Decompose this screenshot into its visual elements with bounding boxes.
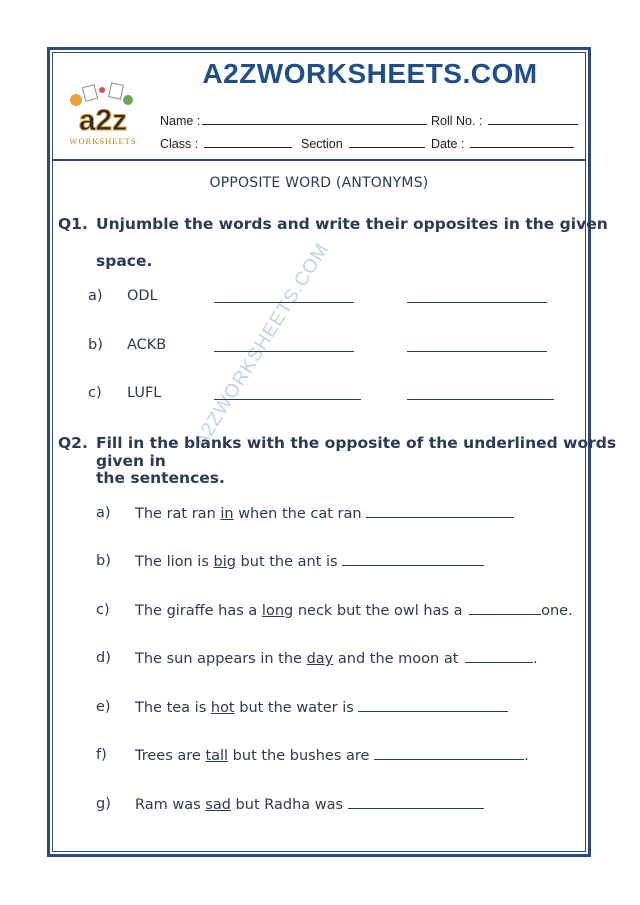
section-line[interactable] <box>349 136 425 148</box>
worksheet-title: OPPOSITE WORD (ANTONYMS) <box>209 175 429 191</box>
q2-sentence: The rat ran in when the cat ran <box>135 505 514 522</box>
q2-sentence: The sun appears in the day and the moon at . <box>135 651 538 667</box>
header-divider <box>52 159 586 161</box>
q2-item-label: d) <box>96 650 111 666</box>
q2-item-label: f) <box>96 747 107 763</box>
q2-sentence: Ram was sad but Radha was <box>135 796 484 813</box>
site-title: A2ZWORKSHEETS.COM <box>202 58 538 89</box>
q1-instruction-line2: space. <box>96 252 153 270</box>
underlined-word: sad <box>205 797 231 813</box>
answer-blank[interactable] <box>366 505 514 518</box>
q1-item-label: b) <box>88 337 103 353</box>
q2-instruction-line1: Fill in the blanks with the opposite of the underlined words given in <box>96 434 617 470</box>
answer-blank[interactable] <box>465 650 533 663</box>
svg-text:WORKSHEETS: WORKSHEETS <box>69 136 137 146</box>
underlined-word: hot <box>210 700 235 716</box>
underlined-word: long <box>261 603 294 619</box>
a2z-logo <box>62 78 144 148</box>
svg-text:a2z: a2z <box>78 104 128 137</box>
class-line[interactable] <box>204 136 292 148</box>
q2-sentence: The giraffe has a long neck but the owl has a one. <box>135 603 573 619</box>
section-label: Section <box>301 137 343 151</box>
q1-item-word: ACKB <box>127 337 167 353</box>
q1-answer-blank[interactable] <box>407 399 554 400</box>
q1-answer-blank[interactable] <box>214 351 354 352</box>
date-label: Date : <box>431 137 465 151</box>
q1-answer-blank[interactable] <box>214 302 354 303</box>
q1-item-word: LUFL <box>127 385 162 401</box>
answer-blank[interactable] <box>374 747 524 760</box>
q1-item-label: a) <box>88 288 103 304</box>
name-field[interactable] <box>160 113 427 128</box>
q1-answer-blank[interactable] <box>214 399 361 400</box>
q1-item-word: ODL <box>127 288 158 304</box>
q1-instruction-line1: Unjumble the words and write their opposites in the given <box>96 215 608 233</box>
q2-item-label: e) <box>96 699 111 715</box>
q1-number: Q1. <box>58 215 88 233</box>
q1-item-label: c) <box>88 385 102 401</box>
name-line[interactable] <box>202 113 427 125</box>
name-label: Name : <box>160 114 201 128</box>
roll-no-field[interactable] <box>431 113 578 128</box>
class-field[interactable] <box>160 136 292 151</box>
answer-blank[interactable] <box>342 553 484 566</box>
q1-answer-blank[interactable] <box>407 302 547 303</box>
answer-blank[interactable] <box>348 796 484 809</box>
watermark: A2ZWORKSHEETS.COM <box>190 239 334 452</box>
underlined-word: big <box>213 554 236 570</box>
section-field[interactable] <box>301 136 425 151</box>
q2-number: Q2. <box>58 434 88 452</box>
roll-no-line[interactable] <box>488 113 578 125</box>
roll-no-label: Roll No. : <box>431 114 483 128</box>
q2-sentence: The tea is hot but the water is <box>135 699 508 716</box>
answer-blank[interactable] <box>469 602 541 615</box>
q2-item-label: g) <box>96 796 111 812</box>
q2-item-label: b) <box>96 553 111 569</box>
q2-item-label: c) <box>96 602 110 618</box>
underlined-word: day <box>306 651 334 667</box>
underlined-word: in <box>220 506 234 522</box>
date-line[interactable] <box>470 136 574 148</box>
q2-sentence: The lion is big but the ant is <box>135 553 484 570</box>
q1-answer-blank[interactable] <box>407 351 547 352</box>
q2-item-label: a) <box>96 505 111 521</box>
q2-sentence: Trees are tall but the bushes are . <box>135 748 529 764</box>
date-field[interactable] <box>431 136 574 151</box>
underlined-word: tall <box>205 748 229 764</box>
q2-instruction-line2: the sentences. <box>96 469 225 487</box>
answer-blank[interactable] <box>358 699 508 712</box>
class-label: Class : <box>160 137 199 151</box>
